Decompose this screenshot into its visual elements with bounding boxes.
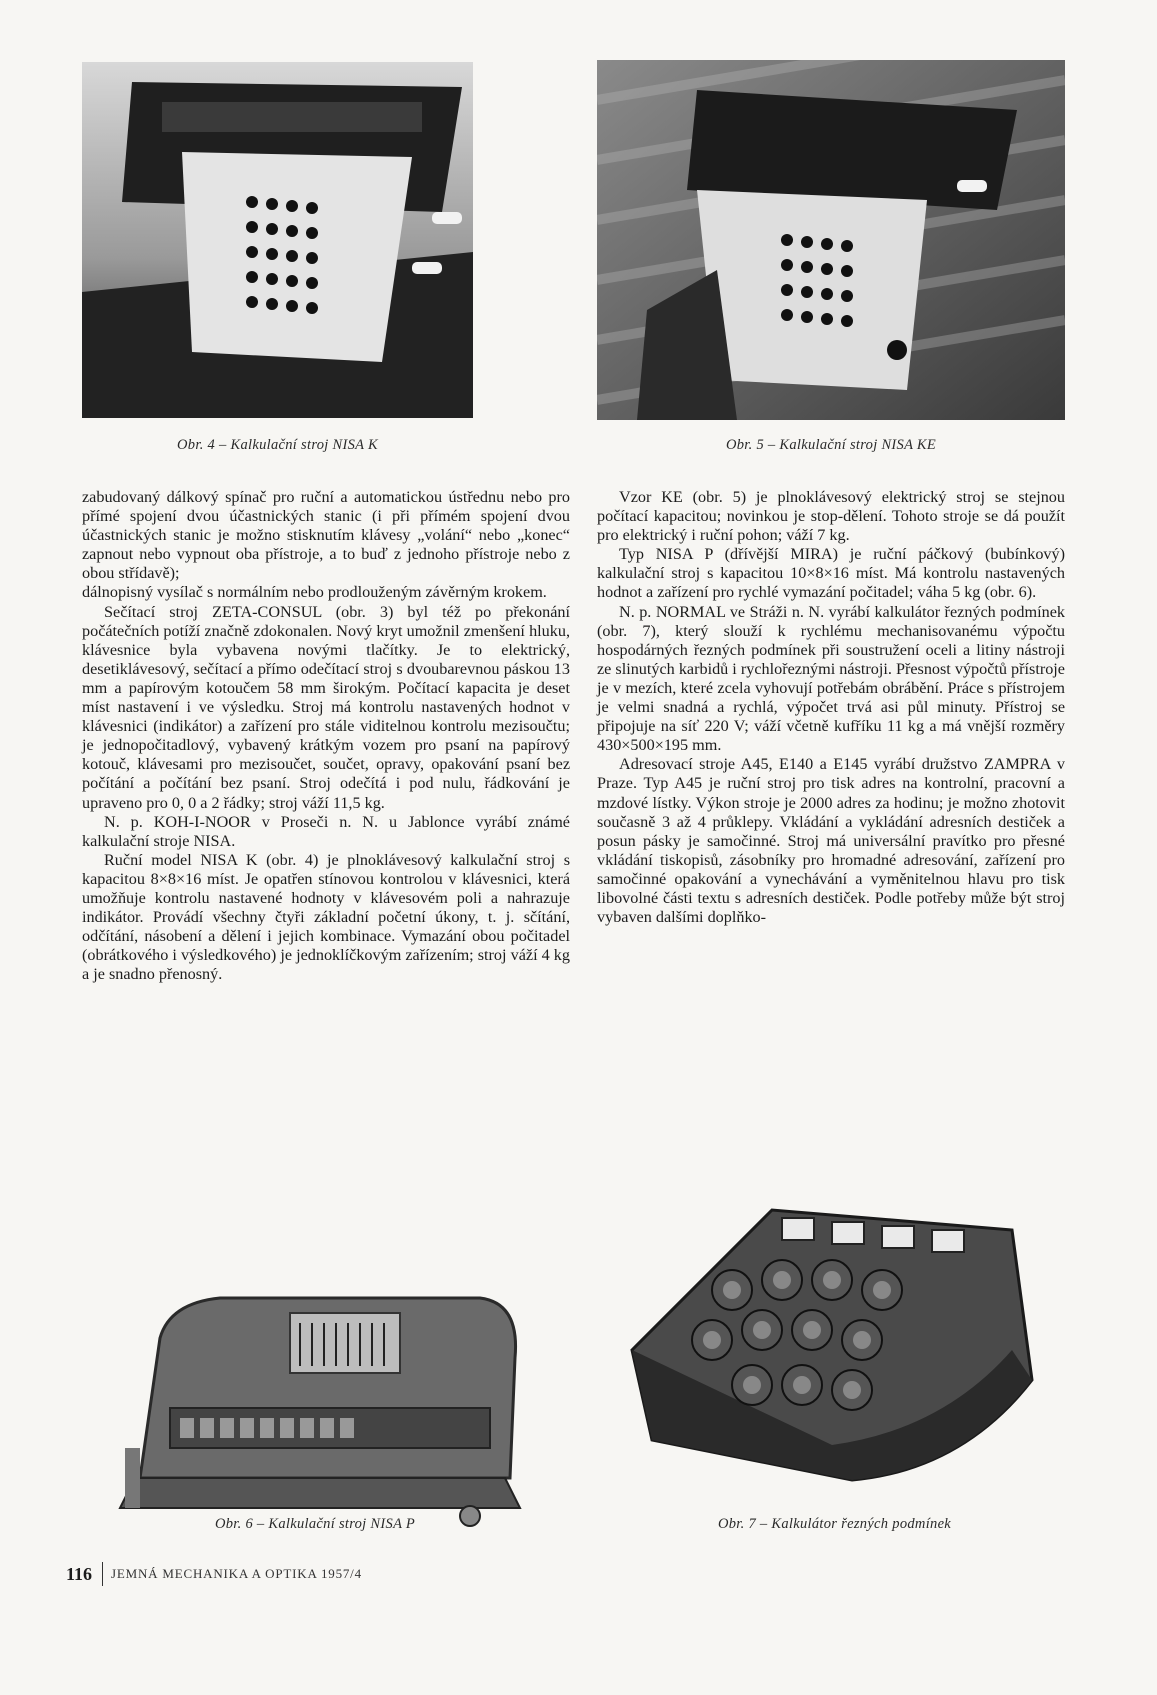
figure-7-photo: [612, 1180, 1057, 1500]
paragraph: N. p. KOH-I-NOOR v Proseči n. N. u Jablonce vyrábí známé kalkulační stroje NISA.: [82, 812, 570, 850]
figure-6-photo: [100, 1278, 530, 1533]
left-text-column: [82, 488, 570, 984]
nisa-p-calculator-image: [100, 1278, 530, 1533]
nisa-ke-calculator-image: [597, 60, 1065, 420]
page-number: 116: [66, 1563, 93, 1584]
paragraph: Typ NISA P (dřívější MIRA) je ruční páčkový (bubínkový) kalkulační stroj s kapacitou 10×8×16 míst. Má kontrolu nastavených hodnot a zařízení pro rychlé vymazání počitadel; váha 5 kg (obr. 6).: [597, 545, 1065, 602]
nisa-k-calculator-image: [82, 62, 473, 418]
paragraph: Ruční model NISA K (obr. 4) je plnoklávesový kalkulační stroj s kapacitou 8×8×16 míst. Je opatřen stínovou kontrolou v klávesnici, která umožňuje kontrolu nastavené hodnoty v klávesovém poli a nahrazuje indikátor. Provádí všechny čtyři základní početní úkony, t. j. sčítání, odčítání, násobení a dělení i jejich kombinace. Vymazání obou počitadel (obrátkového i výsledkového) je jednoklíčkovým zařízením; stroj váží 4 kg a je snadno přenosný.: [82, 850, 570, 984]
figure-5-photo: [597, 60, 1065, 420]
paragraph: dálnopisný vysílač s normálním nebo prodlouženým závěrným krokem.: [82, 583, 547, 602]
paragraph: Adresovací stroje A45, E140 a E145 vyrábí družstvo ZAMPRA v Praze. Typ A45 je ruční stroj pro tisk adres na kontrolní, pracovní a mzdové lístky. Výkon stroje je 2000 adres za hodinu; je možno zhotovit současně 3 až 4 průklepy. Vkládání a vykládání adresních destiček a posun pásky je samočinné. Stroj má universální pravítko pro přesné vkládání tiskopisů, zásobníky pro hromadné adresování, zařízení pro samočinné opakování a vynechávání a vyměnitelnou hlavu pro tisk libovolné části textu s adresních destiček. Podle potřeby může být stroj vybaven dalšími doplňko-: [597, 755, 1065, 927]
paragraph: zabudovaný dálkový spínač pro ruční a automatickou ústřednu nebo pro přímé spojení dvou účastnických stanic (i při přímém spojení dvou účastnických stanic je možno stisknutím klávesy „volání“ nebo „konec“ zapnout nebo vypnout oba přístroje, a to buď z jednoho přístroje nebo z obou střídavě);: [82, 488, 570, 583]
journal-name: JEMNÁ MECHANIKA A OPTIKA 1957/4: [111, 1566, 362, 1581]
figure-7-caption: Obr. 7 – Kalkulátor řezných podmínek: [717, 1516, 952, 1532]
figure-6-caption-visible: Obr. 6 – Kalkulační stroj NISA P: [214, 1516, 416, 1532]
footer-divider: [102, 1562, 103, 1586]
paragraph: Vzor KE (obr. 5) je plnoklávesový elektrický stroj se stejnou počítací kapacitou; novinkou je stop-dělení. Tohoto stroje se dá použít pro elektrický i ruční pohon; váží 7 kg.: [597, 488, 1065, 545]
figure-4-photo: [82, 62, 473, 418]
cutting-conditions-calculator-image: [612, 1180, 1057, 1500]
paragraph: Sečítací stroj ZETA-CONSUL (obr. 3) byl též po překonání počátečních potíží značně zdokonalen. Nový kryt umožnil zmenšení hluku, klávesnice byla vybavena novými tlačítky. Je to elektrický, desetiklávesový, sečítací a přímo odečítací stroj s dvoubarevnou páskou 13 mm a papírovým kotoučem 58 mm širokým. Počítací kapacita je deset míst nastavení i ve výsledku. Stroj má kontrolu nastavených hodnot v klávesnici (indikátor) a zařízení pro stále viditelnou kontrolu mezisoučtu; je jednopočitadlový, vybavený krátkým vozem pro psaní na papírový kotouč, klávesami pro mezisoučet, součet, opravy, opakování psaní bez počítání a počítání bez psaní. Stroj odečítá i pod nulu, řádkování je upraveno pro 0, 0 a 2 řádky; stroj váží 11,5 kg.: [82, 602, 570, 812]
page-footer: [66, 1561, 362, 1587]
paragraph: N. p. NORMAL ve Stráži n. N. vyrábí kalkulátor řezných podmínek (obr. 7), který slouží k rychlému mechanisovanému výpočtu hospodárných řezných podmínek při soustružení oceli a litiny nástroji ze slinutých karbidů i rychlořeznými nástroji. Přesnost výpočtů přístroje je v mezích, které zcela vyhovují potřebám obrábění. Práce s přístrojem je velmi snadná a rychlá, výpočet trvá asi půl minuty. Přístroj se připojuje na síť 220 V; váží včetně kufříku 11 kg a má vnější rozměry 430×500×195 mm.: [597, 602, 1065, 755]
figure-5-caption: Obr. 5 – Kalkulační stroj NISA KE: [725, 437, 937, 453]
right-text-column: [597, 488, 1065, 927]
figure-4-caption: Obr. 4 – Kalkulační stroj NISA K: [177, 437, 378, 453]
